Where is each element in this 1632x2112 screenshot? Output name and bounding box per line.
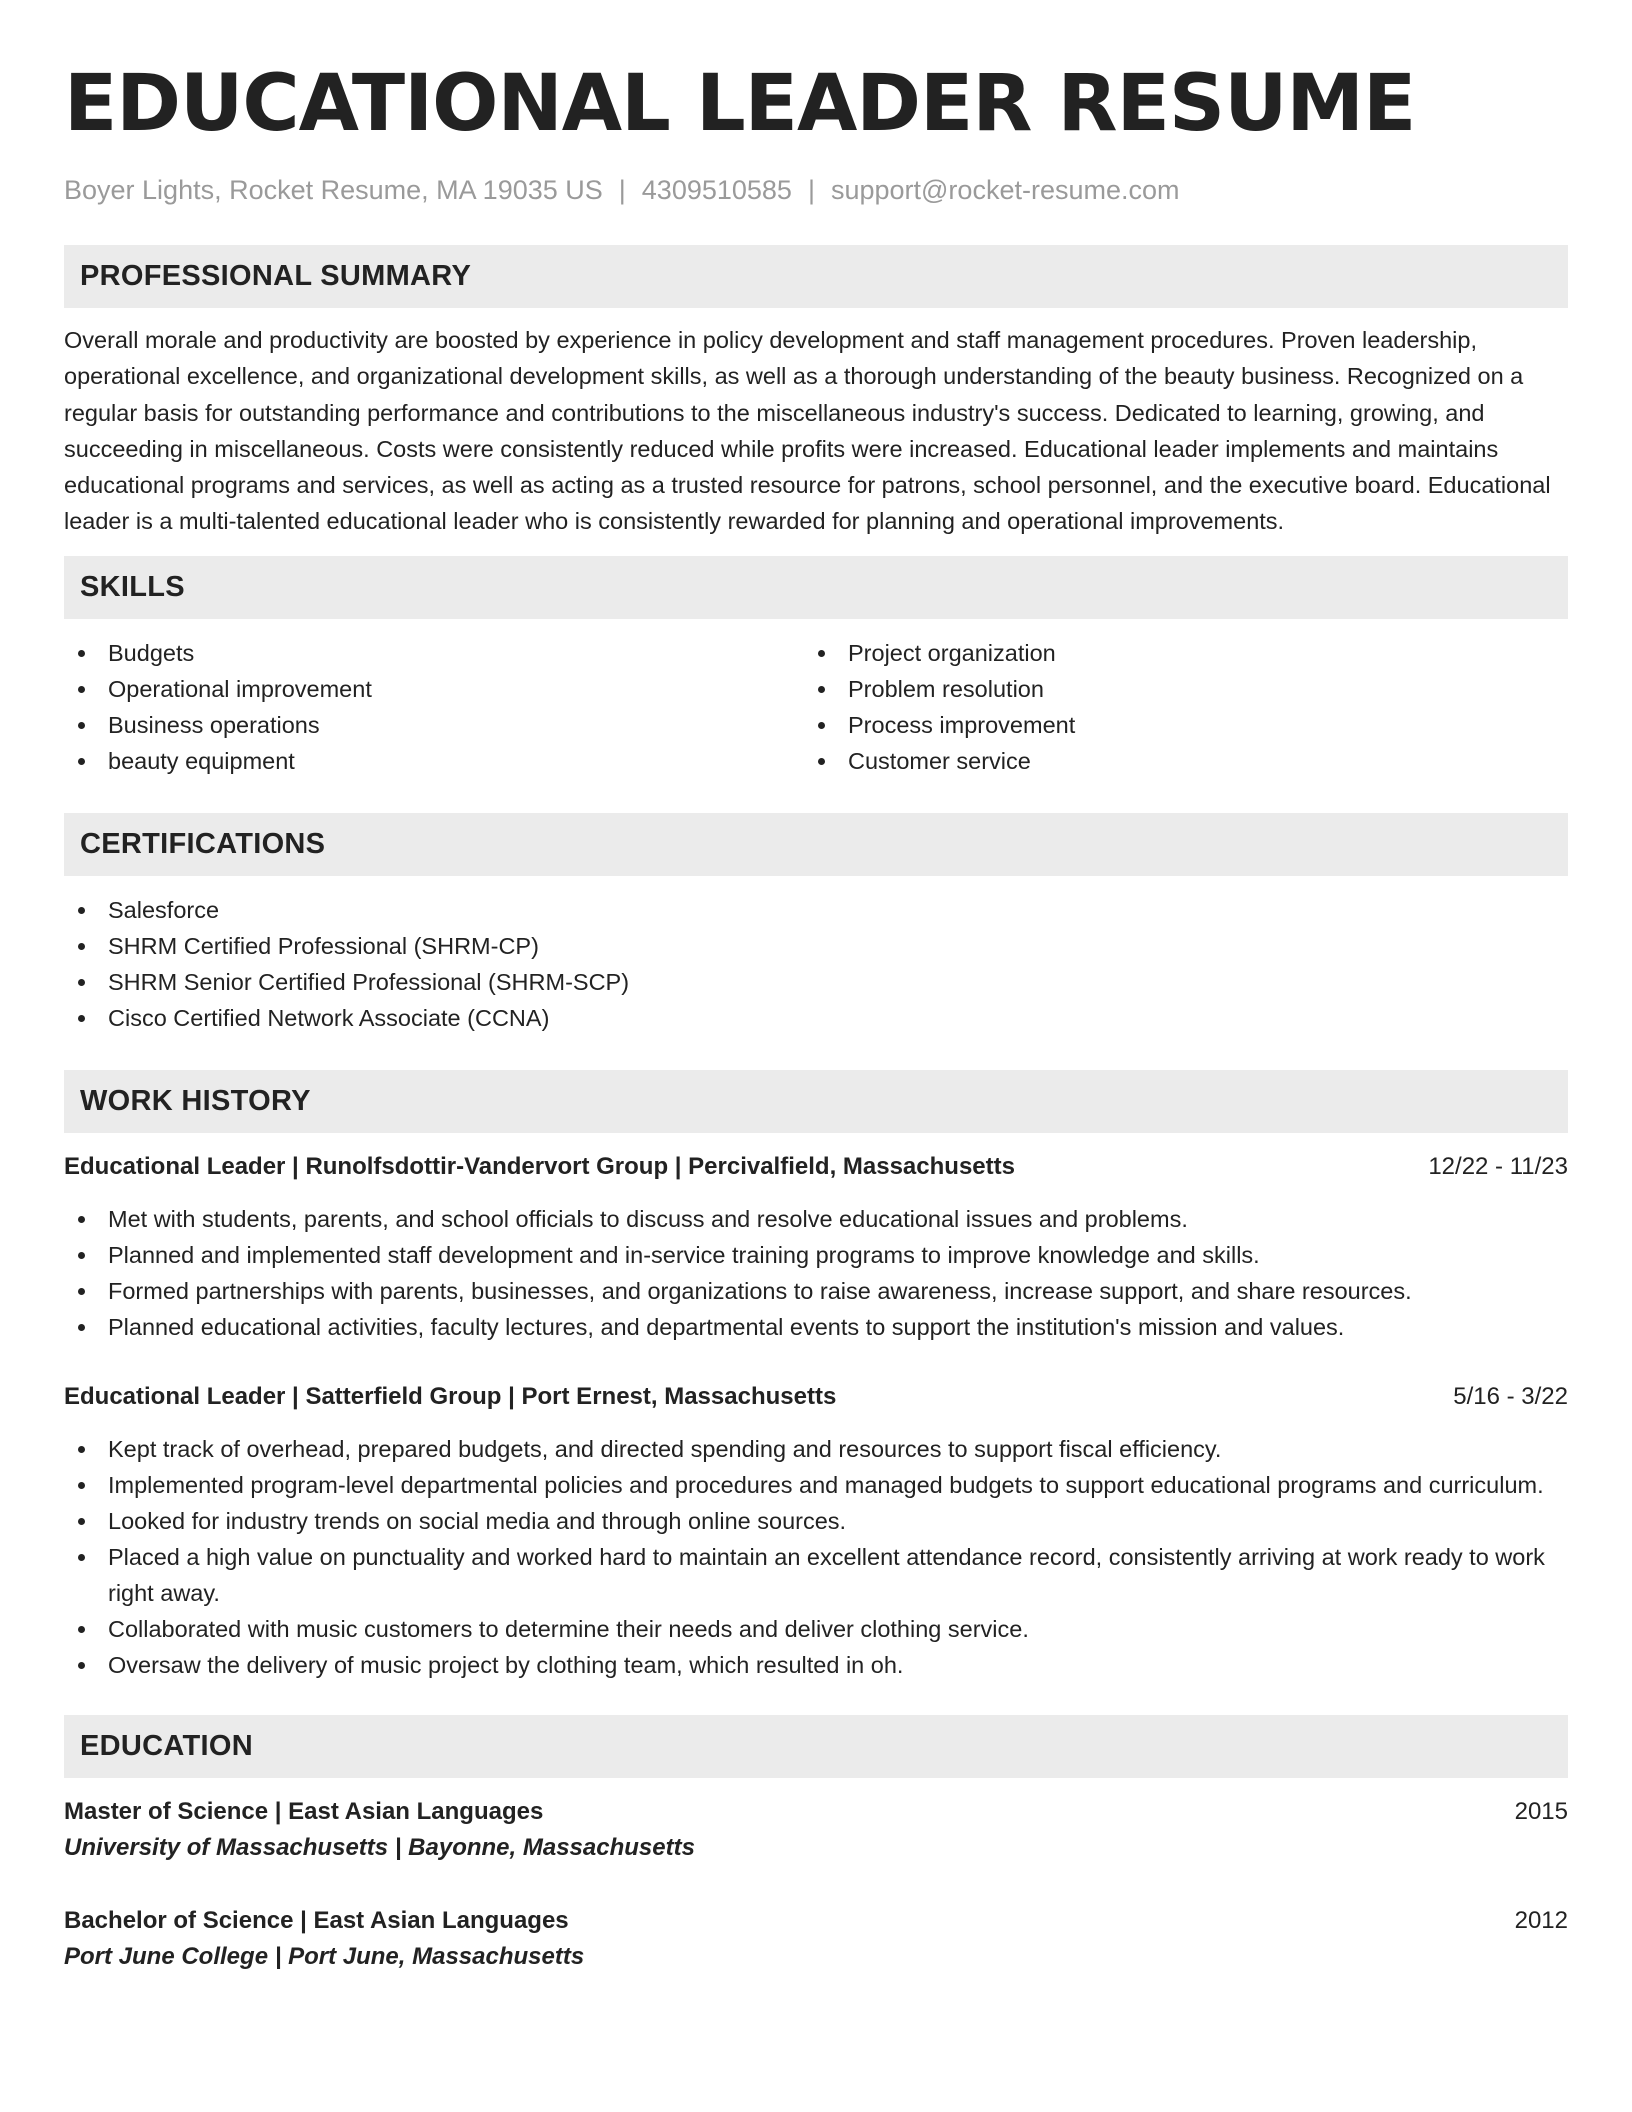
contact-separator: | xyxy=(807,175,815,205)
job-entry xyxy=(64,1149,1568,1345)
section-heading-summary: PROFESSIONAL SUMMARY xyxy=(64,245,1568,308)
job-bullet: Placed a high value on punctuality and worked hard to maintain an excellent attendance record, consistently arriving at work ready to work right away. xyxy=(64,1539,1568,1611)
education-header xyxy=(64,1794,1568,1830)
job-title: Educational Leader | Satterfield Group | Port Ernest, Massachusetts xyxy=(64,1382,837,1410)
contact-address: Boyer Lights, Rocket Resume, MA 19035 US xyxy=(64,175,603,205)
skill-item: Operational improvement xyxy=(64,671,804,707)
job-bullets xyxy=(64,1431,1568,1683)
skills-column-right xyxy=(804,635,1544,779)
section-heading-skills: SKILLS xyxy=(64,556,1568,619)
section-heading-work-history: WORK HISTORY xyxy=(64,1070,1568,1133)
education-entry xyxy=(64,1903,1568,1975)
graduation-year: 2012 xyxy=(1514,1906,1568,1934)
skill-item: Problem resolution xyxy=(804,671,1544,707)
job-bullet: Planned and implemented staff development and in-service training programs to improve knowledge and skills. xyxy=(64,1237,1568,1273)
job-dates: 5/16 - 3/22 xyxy=(1453,1382,1568,1410)
job-bullet: Met with students, parents, and school officials to discuss and resolve educational issues and problems. xyxy=(64,1201,1568,1237)
skill-item: beauty equipment xyxy=(64,743,804,779)
contact-phone: 4309510585 xyxy=(641,175,792,205)
job-dates: 12/22 - 11/23 xyxy=(1428,1152,1568,1180)
education-header xyxy=(64,1903,1568,1939)
section-heading-certifications: CERTIFICATIONS xyxy=(64,813,1568,876)
contact-email: support@rocket-resume.com xyxy=(830,175,1180,205)
job-header xyxy=(64,1379,1568,1415)
job-header xyxy=(64,1149,1568,1185)
job-bullet: Collaborated with music customers to determine their needs and deliver clothing service. xyxy=(64,1611,1568,1647)
certification-item: Cisco Certified Network Associate (CCNA) xyxy=(64,1000,1568,1036)
job-bullet: Formed partnerships with parents, businesses, and organizations to raise awareness, increase support, and share resources. xyxy=(64,1273,1568,1309)
skills-column-left xyxy=(64,635,804,779)
skill-item: Customer service xyxy=(804,743,1544,779)
skill-item: Process improvement xyxy=(804,707,1544,743)
resume-title: EDUCATIONAL LEADER RESUME xyxy=(64,59,1416,149)
contact-separator: | xyxy=(618,175,626,205)
degree: Bachelor of Science | East Asian Languages xyxy=(64,1906,569,1934)
education-entry xyxy=(64,1794,1568,1866)
certification-item: Salesforce xyxy=(64,892,1568,928)
skill-item: Business operations xyxy=(64,707,804,743)
job-bullet: Planned educational activities, faculty lectures, and departmental events to support the institution's mission and values. xyxy=(64,1309,1568,1345)
certification-item: SHRM Senior Certified Professional (SHRM-SCP) xyxy=(64,964,1568,1000)
job-bullet: Kept track of overhead, prepared budgets, and directed spending and resources to support fiscal efficiency. xyxy=(64,1431,1568,1467)
certification-item: SHRM Certified Professional (SHRM-CP) xyxy=(64,928,1568,964)
section-heading-education: EDUCATION xyxy=(64,1715,1568,1778)
contact-line xyxy=(64,172,1568,208)
skills-list xyxy=(64,635,1568,779)
graduation-year: 2015 xyxy=(1514,1797,1568,1825)
degree: Master of Science | East Asian Languages xyxy=(64,1797,544,1825)
job-bullet: Oversaw the delivery of music project by clothing team, which resulted in oh. xyxy=(64,1647,1568,1683)
school: Port June College | Port June, Massachusetts xyxy=(64,1942,585,1970)
summary-text: Overall morale and productivity are boosted by experience in policy development and staff management procedures. Proven leadership, operational excellence, and organizational development skills, as well as a thorough understanding of the beauty business. Recognized on a regular basis for outstanding performance and contributions to the miscellaneous industry's success. Dedicated to learning, growing, and succeeding in miscellaneous. Costs were consistently reduced while profits were increased. Educational leader implements and maintains educational programs and services, as well as acting as a trusted resource for patrons, school personnel, and the executive board. Educational leader is a multi-talented educational leader who is consistently rewarded for planning and operational improvements. xyxy=(64,327,1551,535)
job-bullet: Looked for industry trends on social media and through online sources. xyxy=(64,1503,1568,1539)
school: University of Massachusetts | Bayonne, Massachusetts xyxy=(64,1833,695,1861)
skill-item: Budgets xyxy=(64,635,804,671)
job-entry xyxy=(64,1379,1568,1683)
certifications-list xyxy=(64,892,1568,1036)
skill-item: Project organization xyxy=(804,635,1544,671)
job-title: Educational Leader | Runolfsdottir-Vandervort Group | Percivalfield, Massachusetts xyxy=(64,1152,1015,1180)
job-bullets xyxy=(64,1201,1568,1345)
job-bullet: Implemented program-level departmental policies and procedures and managed budgets to support educational programs and curriculum. xyxy=(64,1467,1568,1503)
